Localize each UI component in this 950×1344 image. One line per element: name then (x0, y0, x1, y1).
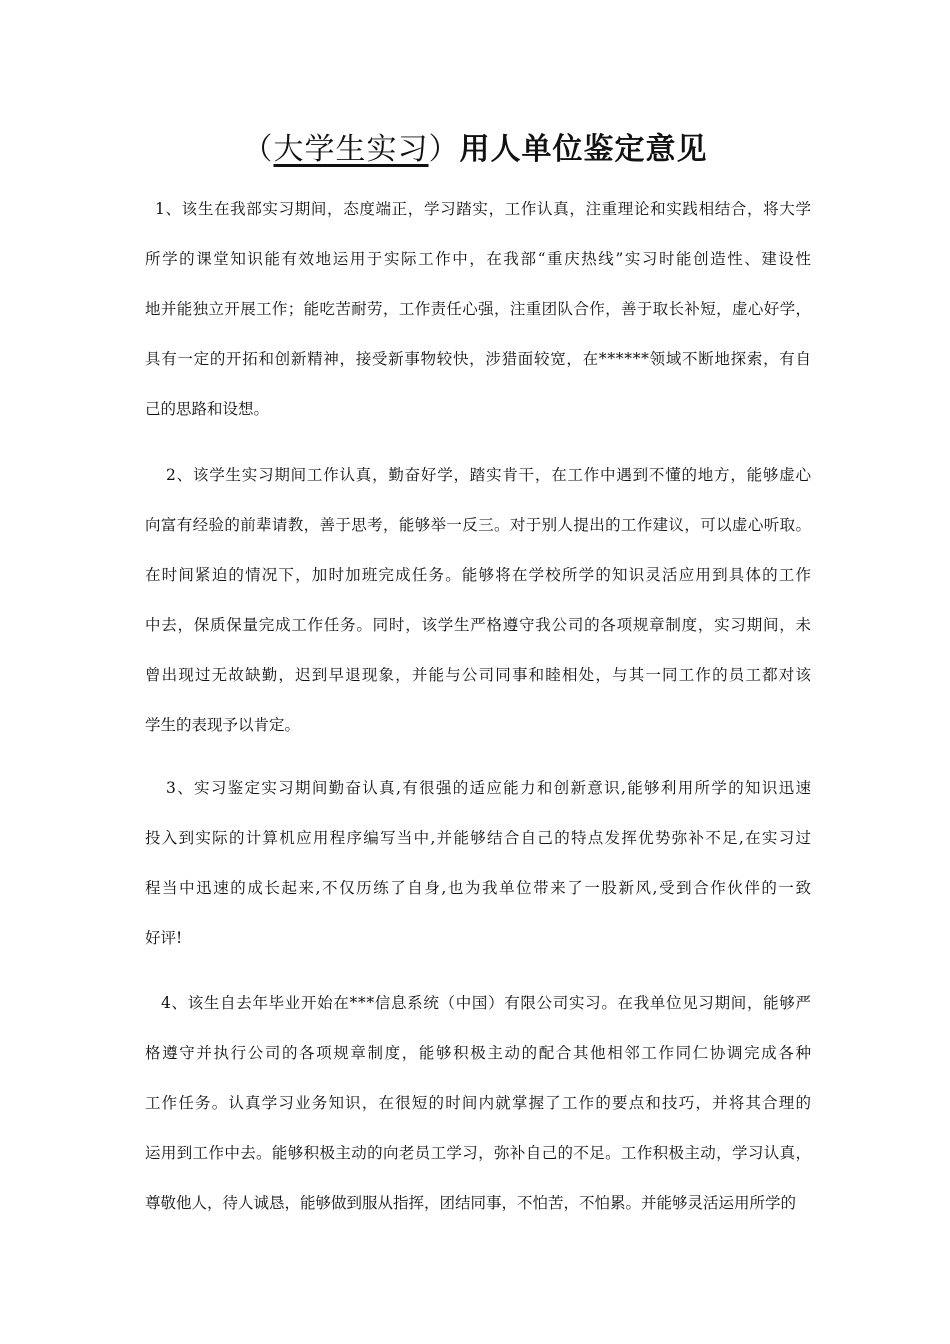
paragraph-line: 具有一定的开拓和创新精神，接受新事物较快，涉猎面较宽，在******领域不断地探索，有自 (145, 350, 812, 368)
paragraph-3 (145, 763, 813, 963)
paragraph-line: 程当中迅速的成长起来,不仅历练了自身,也为我单位带来了一股新风,受到合作伙伴的一致 (145, 879, 813, 897)
paragraph-line: 3、实习鉴定实习期间勤奋认真,有很强的适应能力和创新意识,能够利用所学的知识迅速 (166, 779, 813, 797)
paragraph-line: 中去，保质保量完成工作任务。同时，该学生严格遵守我公司的各项规章制度，实习期间，未 (145, 616, 812, 634)
paragraph-4 (145, 978, 813, 1228)
title-open-paren: （ (242, 132, 274, 167)
paragraph-1 (145, 184, 813, 434)
title-underlined-text: 大学生实习 (273, 132, 429, 167)
paragraph-line: 工作任务。认真学习业务知识，在很短的时间内就掌握了工作的要点和技巧，并将其合理的 (145, 1094, 813, 1112)
title-main-text: 用人单位鉴定意见 (459, 132, 708, 167)
document-title (0, 126, 950, 174)
paragraph-line: 向富有经验的前辈请教，善于思考，能够举一反三。对于别人提出的工作建议，可以虚心听取。 (145, 516, 812, 534)
paragraph-line: 运用到工作中去。能够积极主动的向老员工学习，弥补自己的不足。工作积极主动，学习认真， (145, 1144, 812, 1162)
paragraph-line: 投入到实际的计算机应用程序编写当中,并能够结合自己的特点发挥优势弥补不足,在实习过 (145, 829, 813, 847)
paragraph-line: 好评! (145, 929, 183, 947)
paragraph-line: 所学的课堂知识能有效地运用于实际工作中，在我部“重庆热线”实习时能创造性、建设性 (145, 250, 813, 268)
paragraph-line: 尊敬他人，待人诚恳，能够做到服从指挥，团结同事，不怕苦，不怕累。并能够灵活运用所学的 (145, 1194, 797, 1212)
paragraph-2 (145, 450, 813, 750)
paragraph-line: 己的思路和设想。 (145, 400, 270, 418)
paragraph-line: 格遵守并执行公司的各项规章制度，能够积极主动的配合其他相邻工作同仁协调完成各种 (145, 1044, 813, 1062)
paragraph-line: 2、该学生实习期间工作认真，勤奋好学，踏实肯干，在工作中遇到不懂的地方，能够虚心 (166, 466, 812, 484)
paragraph-line: 地并能独立开展工作；能吃苦耐劳，工作责任心强，注重团队合作，善于取长补短，虚心好学， (145, 300, 812, 318)
title-close-paren: ） (428, 132, 460, 167)
paragraph-line: 学生的表现予以肯定。 (145, 716, 301, 734)
paragraph-line: 4、该生自去年毕业开始在***信息系统（中国）有限公司实习。在我单位见习期间，能够严 (161, 994, 812, 1012)
paragraph-line: 曾出现过无故缺勤，迟到早退现象，并能与公司同事和睦相处，与其一同工作的员工都对该 (145, 666, 813, 684)
paragraph-line: 在时间紧迫的情况下，加时加班完成任务。能够将在学校所学的知识灵活应用到具体的工作 (145, 566, 813, 584)
paragraph-line: 1、该生在我部实习期间，态度端正，学习踏实，工作认真，注重理论和实践相结合，将大学 (155, 200, 812, 218)
